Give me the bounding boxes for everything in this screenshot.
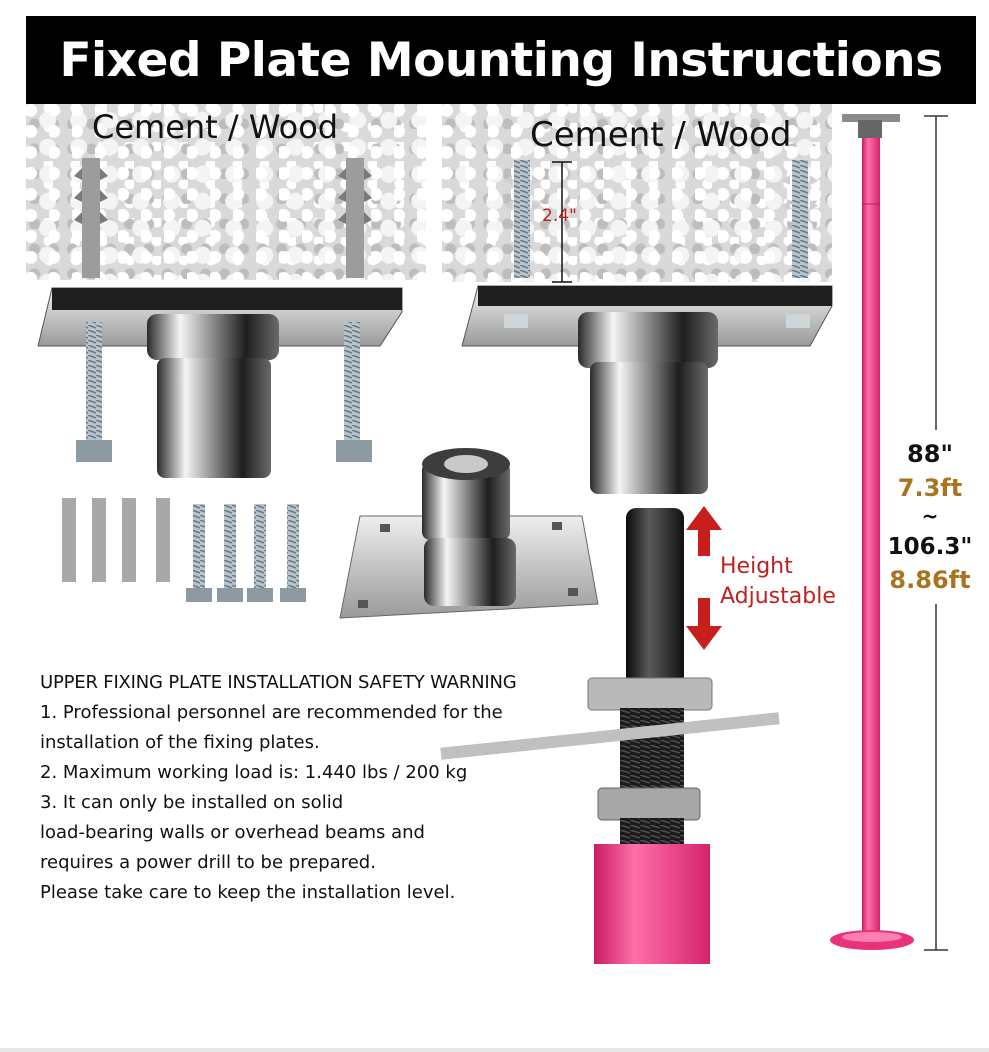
page-title: Fixed Plate Mounting Instructions xyxy=(59,32,943,88)
double-arrow-icon xyxy=(686,506,722,650)
range-separator: ~ xyxy=(921,504,939,528)
material-label-right: Cement / Wood xyxy=(530,115,792,155)
warning-line: requires a power drill to be prepared. xyxy=(40,852,376,873)
height-label-line2: Adjustable xyxy=(720,584,836,609)
warning-title: UPPER FIXING PLATE INSTALLATION SAFETY WARNING xyxy=(40,672,517,693)
mounting-plate-icon xyxy=(340,448,598,618)
wall-anchor-icon xyxy=(74,158,372,278)
height-adjustable-label xyxy=(720,552,836,612)
mounting-plate-icon xyxy=(462,286,832,494)
safety-warning xyxy=(40,668,600,908)
warning-line: installation of the fixing plates. xyxy=(40,732,320,753)
warning-line: 3. It can only be installed on solid xyxy=(40,792,344,813)
min-height-inches: 88" xyxy=(907,440,953,468)
warning-line: 1. Professional personnel are recommended for the xyxy=(40,702,503,723)
max-height-feet: 8.86ft xyxy=(889,566,971,594)
wall-anchor-icon xyxy=(62,498,170,582)
max-height-inches: 106.3" xyxy=(887,534,973,560)
warning-line: 2. Maximum working load is: 1.440 lbs / 200 kg xyxy=(40,762,468,783)
dimension-bracket xyxy=(924,116,948,950)
bottom-divider xyxy=(0,1048,989,1052)
warning-line: load-bearing walls or overhead beams and xyxy=(40,822,425,843)
lag-screw-icon xyxy=(186,504,306,602)
warning-line: Please take care to keep the installation level. xyxy=(40,882,456,903)
depth-measure-label: 2.4" xyxy=(542,206,577,226)
height-label-line1: Height xyxy=(720,554,793,579)
dance-pole-icon xyxy=(830,114,914,950)
min-height-feet: 7.3ft xyxy=(897,474,963,502)
material-label-left: Cement / Wood xyxy=(92,108,339,146)
